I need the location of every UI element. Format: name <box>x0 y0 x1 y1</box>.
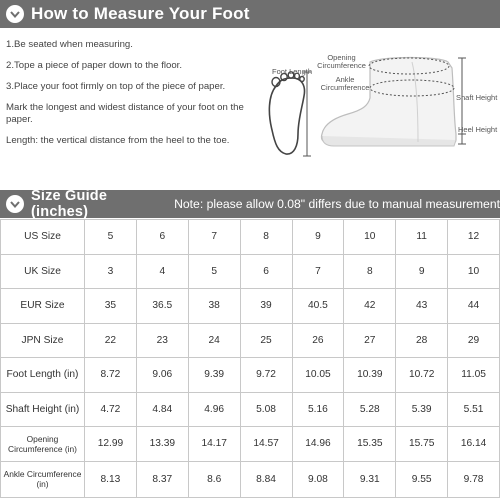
table-cell: 6 <box>136 220 188 255</box>
table-cell: 29 <box>448 323 500 358</box>
chevron-down-icon <box>6 195 24 213</box>
row-header: JPN Size <box>1 323 85 358</box>
foot-length-label: Foot Length <box>272 67 313 76</box>
measuring-instructions <box>6 39 256 156</box>
instruction-length: Length: the vertical distance from the heel to the toe. <box>6 135 230 146</box>
table-cell: 8 <box>240 220 292 255</box>
table-cell: 9 <box>396 254 448 289</box>
table-cell: 12 <box>448 220 500 255</box>
table-row <box>1 289 500 324</box>
size-guide-title: Size Guide (inches) <box>31 188 108 220</box>
chevron-down-icon <box>6 5 24 23</box>
table-cell: 9.72 <box>240 358 292 393</box>
table-cell: 9.55 <box>396 461 448 497</box>
table-cell: 9.06 <box>136 358 188 393</box>
table-cell: 36.5 <box>136 289 188 324</box>
table-cell: 10.05 <box>292 358 344 393</box>
instruction-step-1: 1.Be seated when measuring. <box>6 39 133 50</box>
opening-circumference-label: Opening Circumference <box>317 53 366 70</box>
table-cell: 4.96 <box>188 392 240 427</box>
table-cell: 10.39 <box>344 358 396 393</box>
heel-height-label: Heel Height <box>458 125 498 134</box>
table-cell: 14.17 <box>188 427 240 462</box>
table-cell: 7 <box>292 254 344 289</box>
table-cell: 26 <box>292 323 344 358</box>
table-cell: 44 <box>448 289 500 324</box>
table-row <box>1 392 500 427</box>
size-guide-table <box>0 219 500 498</box>
instruction-mark: Mark the longest and widest distance of your foot on the paper. <box>6 102 244 125</box>
table-cell: 42 <box>344 289 396 324</box>
table-row <box>1 220 500 255</box>
table-cell: 10 <box>344 220 396 255</box>
table-cell: 8.6 <box>188 461 240 497</box>
measure-header-banner <box>0 0 500 28</box>
table-cell: 13.39 <box>136 427 188 462</box>
table-cell: 5.51 <box>448 392 500 427</box>
measurement-diagram <box>262 48 500 168</box>
table-cell: 5.16 <box>292 392 344 427</box>
table-cell: 23 <box>136 323 188 358</box>
table-row <box>1 358 500 393</box>
table-cell: 8.72 <box>85 358 137 393</box>
table-cell: 5.08 <box>240 392 292 427</box>
table-cell: 25 <box>240 323 292 358</box>
row-header: US Size <box>1 220 85 255</box>
row-header: EUR Size <box>1 289 85 324</box>
table-row <box>1 254 500 289</box>
table-cell: 8.37 <box>136 461 188 497</box>
table-cell: 27 <box>344 323 396 358</box>
row-header: Foot Length (in) <box>1 358 85 393</box>
table-cell: 8.84 <box>240 461 292 497</box>
table-cell: 10 <box>448 254 500 289</box>
table-cell: 39 <box>240 289 292 324</box>
table-cell: 5 <box>188 254 240 289</box>
table-cell: 14.96 <box>292 427 344 462</box>
table-cell: 3 <box>85 254 137 289</box>
table-cell: 10.72 <box>396 358 448 393</box>
table-cell: 40.5 <box>292 289 344 324</box>
ankle-circumference-label: Ankle Circumference <box>320 75 370 92</box>
shaft-height-label: Shaft Height <box>456 93 498 102</box>
table-cell: 8.13 <box>85 461 137 497</box>
table-cell: 4.72 <box>85 392 137 427</box>
table-cell: 38 <box>188 289 240 324</box>
table-row <box>1 461 500 497</box>
table-cell: 5.28 <box>344 392 396 427</box>
table-cell: 8 <box>344 254 396 289</box>
table-cell: 16.14 <box>448 427 500 462</box>
table-cell: 24 <box>188 323 240 358</box>
instruction-step-2: 2.Tope a piece of paper down to the floor. <box>6 60 183 71</box>
table-row <box>1 427 500 462</box>
row-header: Opening Circumference (in) <box>1 427 85 462</box>
table-cell: 9 <box>292 220 344 255</box>
page-title: How to Measure Your Foot <box>31 4 250 23</box>
table-cell: 4 <box>136 254 188 289</box>
size-guide-note: Note: please allow 0.08" differs due to manual measurement <box>174 197 500 211</box>
row-header: Ankle Circumference (in) <box>1 461 85 497</box>
table-cell: 5 <box>85 220 137 255</box>
table-cell: 28 <box>396 323 448 358</box>
table-cell: 15.35 <box>344 427 396 462</box>
table-cell: 43 <box>396 289 448 324</box>
table-cell: 9.78 <box>448 461 500 497</box>
table-cell: 4.84 <box>136 392 188 427</box>
foot-and-boot-illustration <box>262 48 500 168</box>
table-cell: 9.39 <box>188 358 240 393</box>
table-cell: 12.99 <box>85 427 137 462</box>
table-cell: 35 <box>85 289 137 324</box>
table-cell: 9.31 <box>344 461 396 497</box>
table-cell: 22 <box>85 323 137 358</box>
table-cell: 7 <box>188 220 240 255</box>
table-cell: 6 <box>240 254 292 289</box>
size-guide-banner <box>0 190 500 218</box>
row-header: UK Size <box>1 254 85 289</box>
table-cell: 9.08 <box>292 461 344 497</box>
row-header: Shaft Height (in) <box>1 392 85 427</box>
table-cell: 5.39 <box>396 392 448 427</box>
table-cell: 11 <box>396 220 448 255</box>
table-cell: 15.75 <box>396 427 448 462</box>
table-cell: 14.57 <box>240 427 292 462</box>
table-cell: 11.05 <box>448 358 500 393</box>
table-row <box>1 323 500 358</box>
instruction-step-3: 3.Place your foot firmly on top of the piece of paper. <box>6 81 226 92</box>
